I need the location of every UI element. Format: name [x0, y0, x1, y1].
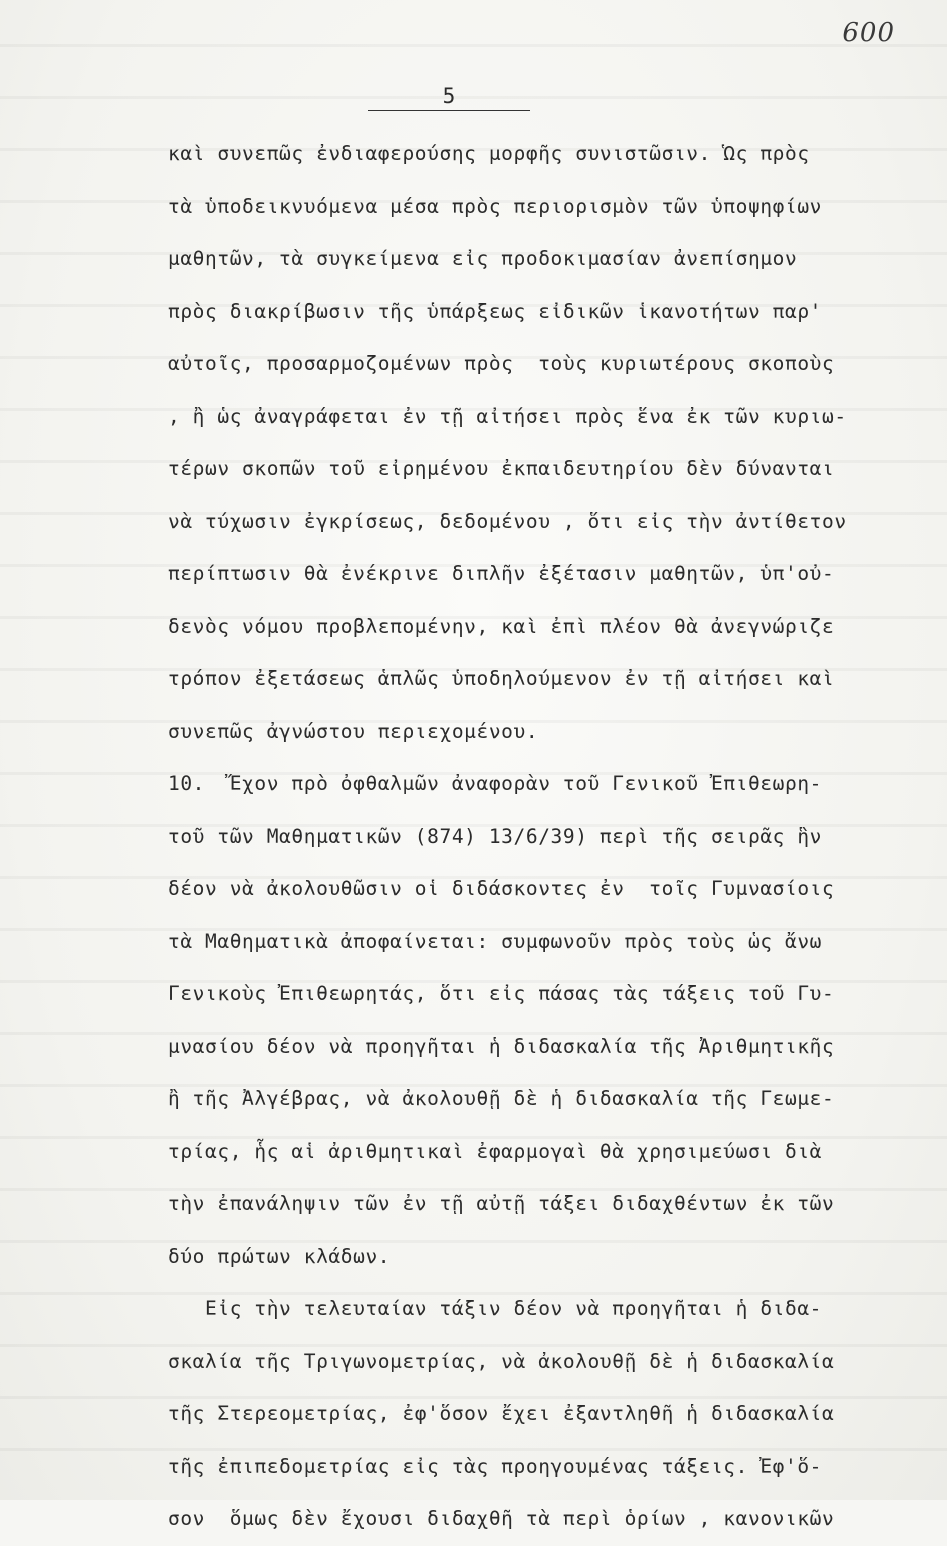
- text-line: δενὸς νόμου προβλεπομένην, καὶ ἐπὶ πλέον θὰ ἀνεγνώριζε: [168, 614, 835, 638]
- text-line: τὰ ὑποδεικνυόμενα μέσα πρὸς περιορισμὸν τῶν ὑποψηφίων: [168, 194, 823, 218]
- text-line: δύο πρώτων κλάδων.: [168, 1244, 391, 1268]
- text-line: σκαλία τῆς Τριγωνομετρίας, νὰ ἀκολουθῇ δὲ ἡ διδασκαλία: [168, 1349, 835, 1373]
- text-line: πρὸς διακρίβωσιν τῆς ὑπάρξεως εἰδικῶν ἱκανοτήτων παρ': [168, 299, 823, 323]
- body-text: [168, 128, 938, 1546]
- text-line: τὴν ἐπανάληψιν τῶν ἐν τῇ αὐτῇ τάξει διδαχθέντων ἐκ τῶν: [168, 1192, 835, 1215]
- text-line: τῆς ἐπιπεδομετρίας εἰς τὰς προηγουμένας τάξεις. Ἐφ'ὅ-: [168, 1454, 823, 1478]
- text-line: τῆς Στερεομετρίας, ἐφ'ὅσον ἔχει ἐξαντληθῆ ἡ διδασκαλία: [168, 1402, 835, 1425]
- text-line: τοῦ τῶν Μαθηματικῶν (874) 13/6/39) περὶ τῆς σειρᾶς ἣν: [168, 824, 823, 848]
- text-line: 10. Ἔχον πρὸ ὀφθαλμῶν ἀναφορὰν τοῦ Γενικοῦ Ἐπιθεωρη-: [168, 772, 823, 795]
- text-line: τὰ Μαθηματικὰ ἀποφαίνεται: συμφωνοῦν πρὸς τοὺς ὡς ἄνω: [168, 929, 823, 953]
- text-line: μνασίου δέον νὰ προηγῆται ἡ διδασκαλία τῆς Ἀριθμητικῆς: [168, 1034, 835, 1058]
- text-line: σον ὅμως δὲν ἔχουσι διδαχθῆ τὰ περὶ ὁρίων , κανονικῶν: [168, 1507, 835, 1530]
- text-line: συνεπῶς ἀγνώστου περιεχομένου.: [168, 719, 539, 743]
- text-line: αὐτοῖς, προσαρμοζομένων πρὸς τοὺς κυριωτέρους σκοποὺς: [168, 352, 835, 375]
- text-line: Γενικοὺς Ἐπιθεωρητάς, ὅτι εἰς πάσας τὰς τάξεις τοῦ Γυ-: [168, 982, 835, 1005]
- text-line: τρόπον ἐξετάσεως ἁπλῶς ὑποδηλούμενον ἐν τῇ αἰτήσει καὶ: [168, 667, 835, 690]
- text-line: περίπτωσιν θὰ ἐνέκρινε διπλῆν ἐξέτασιν μαθητῶν, ὑπ'οὐ-: [168, 562, 835, 585]
- text-line: , ἢ ὡς ἀναγράφεται ἐν τῇ αἰτήσει πρὸς ἕνα ἐκ τῶν κυριω-: [168, 404, 847, 428]
- typed-page-number: [368, 86, 530, 111]
- text-line: Εἰς τὴν τελευταίαν τάξιν δέον νὰ προηγῆται ἡ διδα-: [168, 1297, 823, 1320]
- text-line: μαθητῶν, τὰ συγκείμενα εἰς προδοκιμασίαν ἀνεπίσημον: [168, 247, 798, 270]
- text-line: τέρων σκοπῶν τοῦ εἰρημένου ἐκπαιδευτηρίου δὲν δύνανται: [168, 457, 835, 480]
- text-line: ἢ τῆς Ἀλγέβρας, νὰ ἀκολουθῇ δὲ ἡ διδασκαλία τῆς Γεωμε-: [168, 1087, 835, 1110]
- handwritten-page-number: 600: [842, 18, 895, 48]
- text-line: τρίας, ἧς αἱ ἀριθμητικαὶ ἐφαρμογαὶ θὰ χρησιμεύωσι διὰ: [168, 1139, 823, 1163]
- text-line: νὰ τύχωσιν ἐγκρίσεως, δεδομένου , ὅτι εἰς τὴν ἀντίθετον: [168, 509, 847, 533]
- typed-page-number-value: 5: [442, 84, 456, 108]
- text-line: δέον νὰ ἀκολουθῶσιν οἱ διδάσκοντες ἐν τοῖς Γυμνασίοις: [168, 877, 835, 900]
- text-line: καὶ συνεπῶς ἐνδιαφερούσης μορφῆς συνιστῶσιν. Ὡς πρὸς: [168, 142, 810, 165]
